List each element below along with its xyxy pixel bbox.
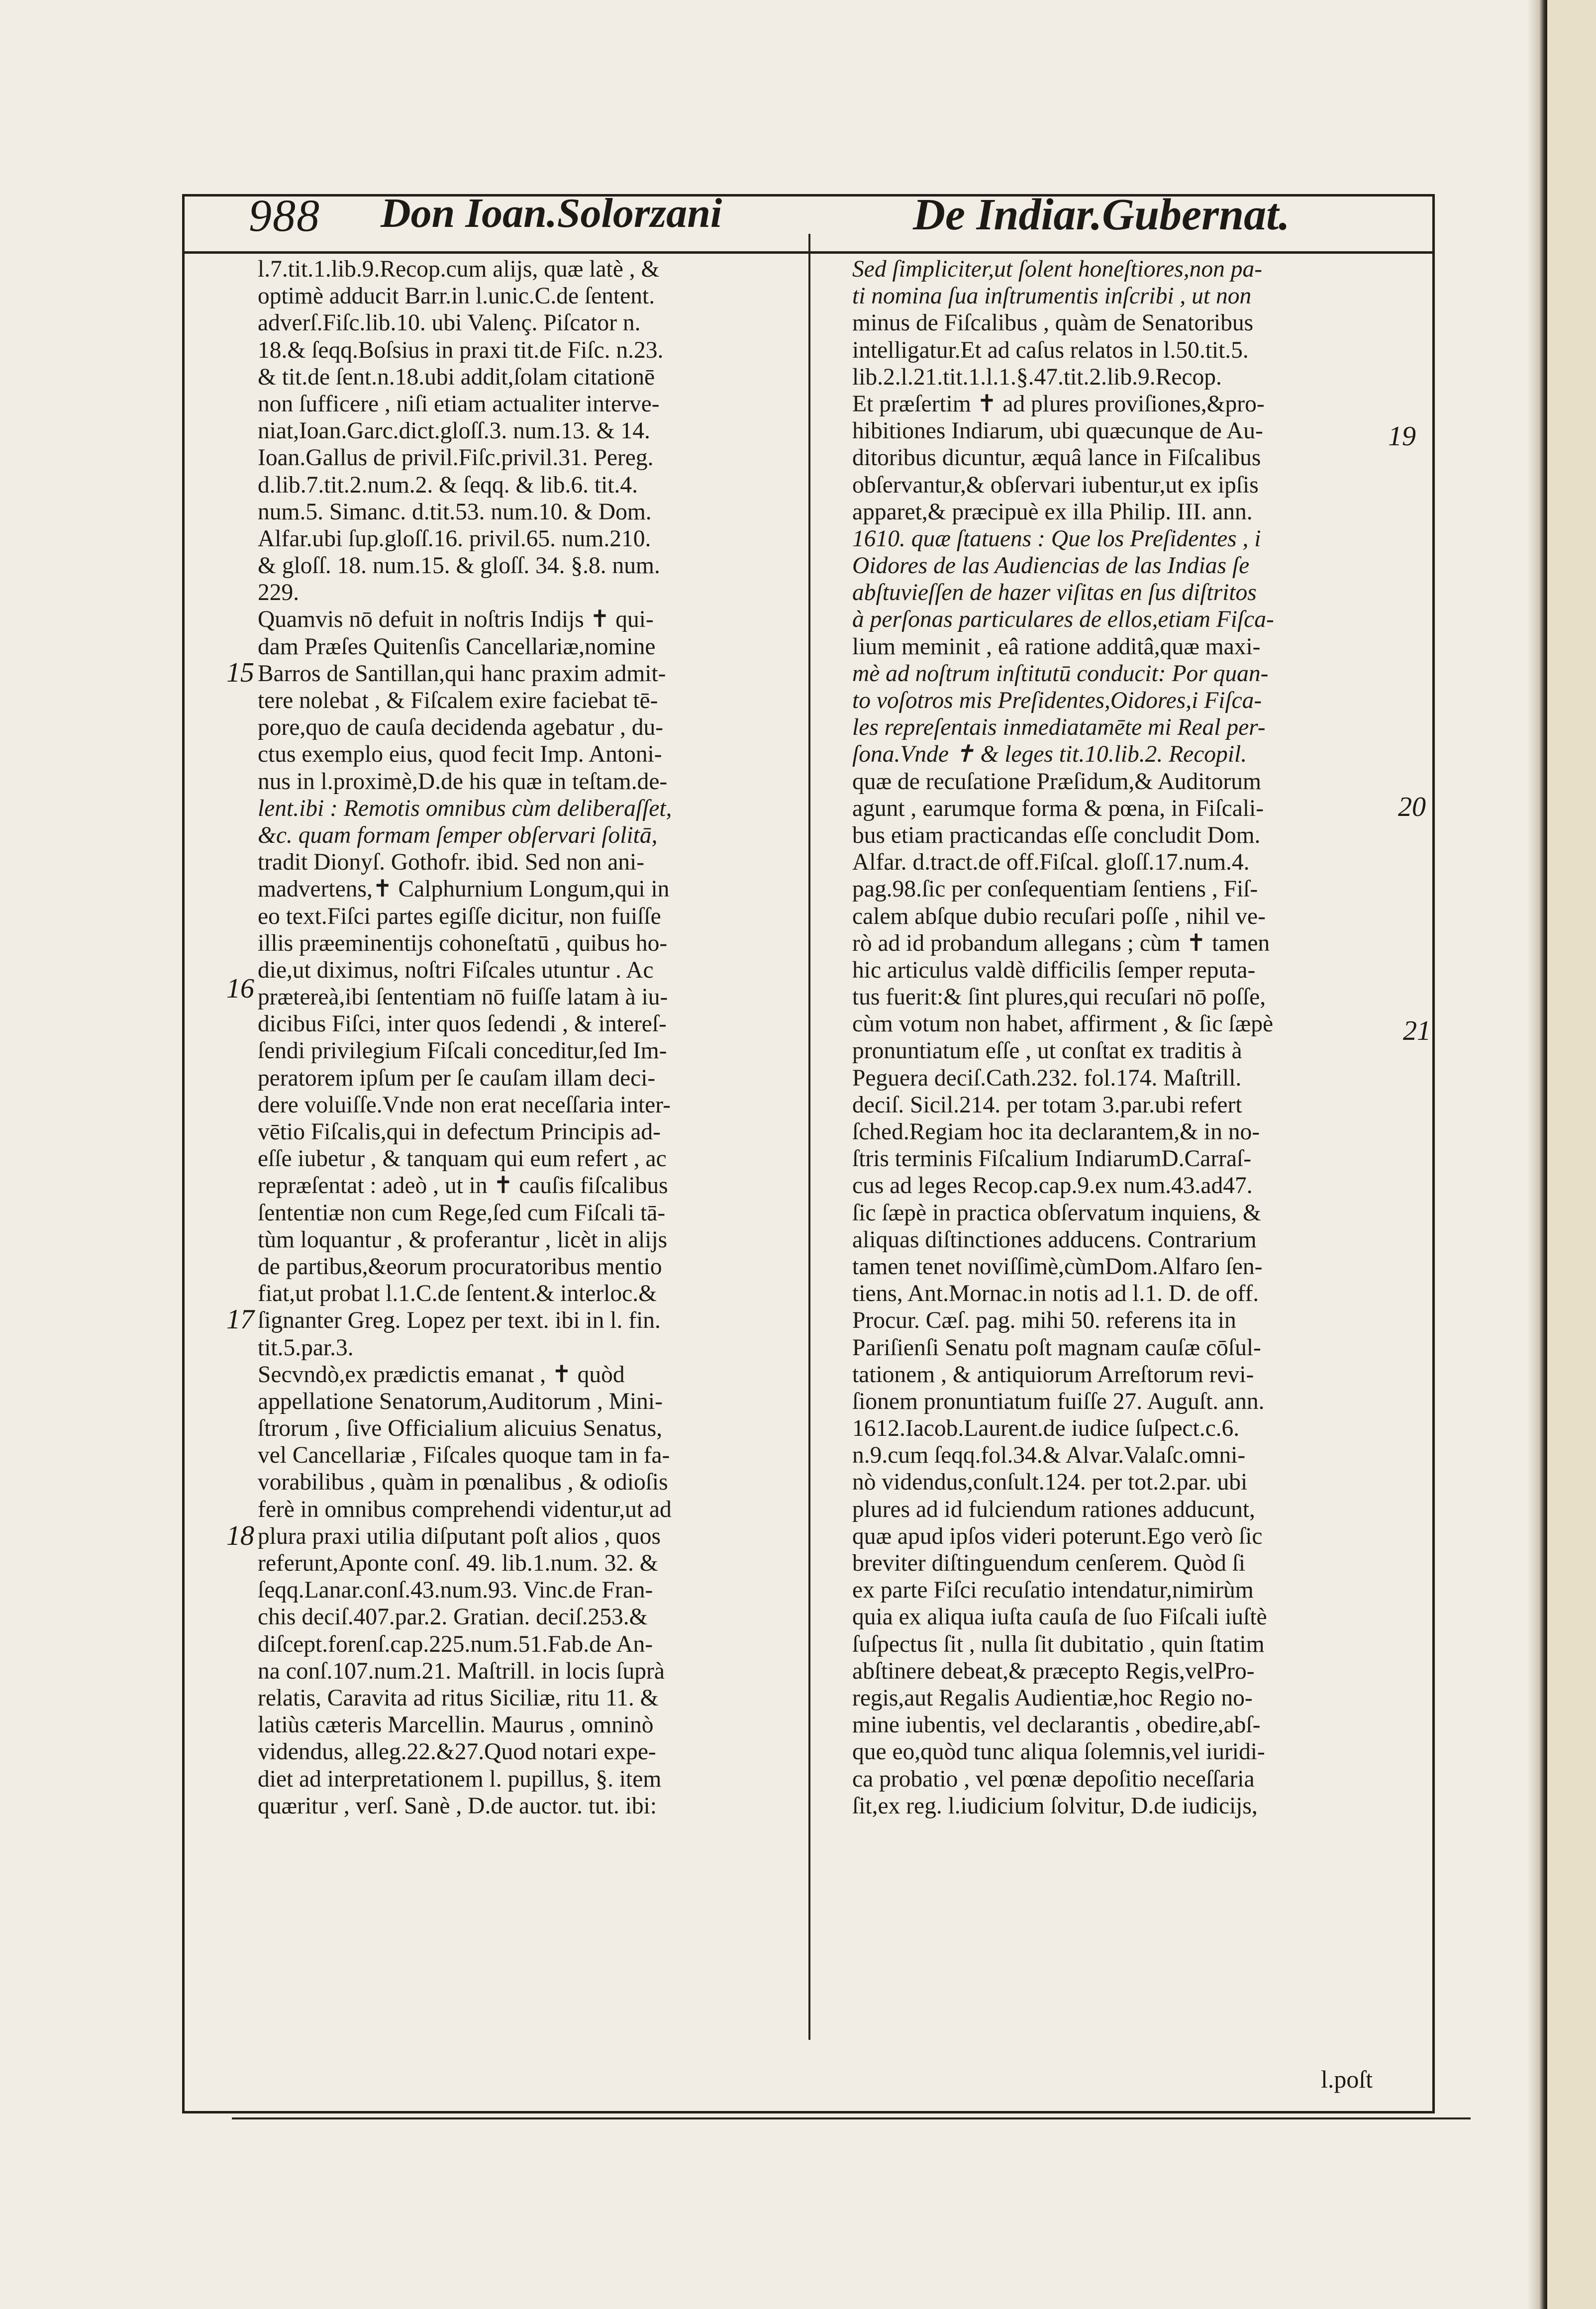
- text-line: 18.& ſeqq.Boſsius in praxi tit.de Fiſc. n.23.: [258, 337, 664, 363]
- text-line: cus ad leges Recop.cap.9.ex num.43.ad47.: [852, 1173, 1253, 1199]
- text-line: calem abſque dubio recuſari poſſe , nihil ve-: [852, 903, 1266, 929]
- text-line: d.lib.7.tit.2.num.2. & ſeqq. & lib.6. tit.4.: [258, 472, 638, 498]
- text-line: &c. quam formam ſemper obſervari ſolitā,: [258, 822, 658, 848]
- text-line: ditoribus dicuntur, æquâ lance in Fiſcalibus: [852, 445, 1261, 471]
- text-line: lib.2.l.21.tit.1.l.1.§.47.tit.2.lib.9.Recop.: [852, 364, 1222, 390]
- text-line: eo text.Fiſci partes egiſſe dicitur, non fuiſſe: [258, 903, 661, 929]
- text-line: 1610. quæ ſtatuens : Que los Preſidentes , i: [852, 525, 1261, 552]
- text-line: Alfar. d.tract.de off.Fiſcal. gloſſ.17.num.4.: [852, 849, 1250, 876]
- text-line: regis,aut Regalis Audientiæ,hoc Regio no-: [852, 1685, 1253, 1711]
- left-text-column: [258, 256, 800, 1819]
- page-number: 988: [249, 190, 320, 241]
- text-line: agunt , earumque forma & pœna, in Fiſcali-: [852, 795, 1264, 821]
- running-head-author: Don Ioan.Solorzani: [381, 190, 722, 236]
- text-line: hic articulus valdè difficilis ſemper reputa-: [852, 957, 1256, 983]
- text-line: pag.98.ſic per conſequentiam ſentiens , Fiſ-: [852, 876, 1258, 903]
- text-line: cùm votum non habet, affirment , & ſic ſæpè: [852, 1011, 1274, 1037]
- text-line: Quamvis nō defuit in noſtris Indijs ✝ qui-: [258, 606, 654, 633]
- text-line: madvertens,✝ Calphurnium Longum,qui in: [258, 876, 670, 903]
- text-line: to voſotros mis Preſidentes,Oidores,i Fiſca-: [852, 688, 1262, 713]
- text-line: ſic ſæpè in practica obſervatum inquiens, &: [852, 1200, 1261, 1226]
- text-line: referunt,Aponte conſ. 49. lib.1.num. 32. &: [258, 1550, 658, 1576]
- text-line: quæ apud ipſos videri poterunt.Ego verò ſic: [852, 1523, 1263, 1549]
- text-line: prætereà,ibi ſententiam nō fuiſſe latam à iu-: [258, 984, 668, 1010]
- text-line: diet ad interpretationem l. pupillus, §. item: [258, 1766, 662, 1792]
- text-line: deciſ. Sicil.214. per totam 3.par.ubi refert: [852, 1092, 1242, 1118]
- margin-number-21: 21: [1403, 1015, 1431, 1046]
- text-line: mine iubentis, vel declarantis , obedire,abſ-: [852, 1712, 1261, 1738]
- text-line: na conſ.107.num.21. Maſtrill. in locis ſuprà: [258, 1658, 665, 1684]
- margin-number-18: 18: [226, 1520, 254, 1551]
- text-line: tationem , & antiquiorum Arreſtorum revi-: [852, 1361, 1254, 1388]
- text-line: ſendi privilegium Fiſcali conceditur,ſed Im-: [258, 1038, 667, 1064]
- text-line: repræſentat : adeò , ut in ✝ cauſis fiſcalibus: [258, 1173, 668, 1199]
- text-line: Et præſertim ✝ ad plures proviſiones,&pro-: [852, 391, 1265, 417]
- text-line: illis præeminentijs cohoneſtatū , quibus ho-: [258, 930, 668, 956]
- text-line: ſionem pronuntiatum fuiſſe 27. Auguſt. ann.: [852, 1388, 1265, 1414]
- text-line: ſched.Regiam hoc ita declarantem,& in no-: [852, 1119, 1260, 1145]
- text-line: appellatione Senatorum,Auditorum , Mini-: [258, 1388, 663, 1414]
- text-line: videndus, alleg.22.&27.Quod notari expe-: [258, 1739, 656, 1765]
- text-line: ſeqq.Lanar.conſ.43.num.93. Vinc.de Fran-: [258, 1577, 653, 1604]
- text-line: pronuntiatum eſſe , ut conſtat ex traditis à: [852, 1038, 1242, 1064]
- text-line: relatis, Caravita ad ritus Siciliæ, ritu 11. &: [258, 1685, 659, 1711]
- text-line: quæ de recuſatione Præſidum,& Auditorum: [852, 768, 1261, 795]
- text-line: 1612.Iacob.Laurent.de iudice ſuſpect.c.6.: [852, 1415, 1240, 1442]
- text-line: les repreſentais inmediatamēte mi Real per-: [852, 714, 1266, 741]
- text-line: Oidores de las Audiencias de las Indias ſe: [852, 553, 1250, 579]
- text-line: ſona.Vnde ✝ & leges tit.10.lib.2. Recopil.: [852, 741, 1247, 768]
- text-line: Ioan.Gallus de privil.Fiſc.privil.31. Pereg.: [258, 445, 654, 471]
- text-line: Secvndò,ex prædictis emanat , ✝ quòd: [258, 1361, 625, 1388]
- text-line: eſſe iubetur , & tanquam qui eum refert , ac: [258, 1146, 667, 1172]
- text-line: minus de Fiſcalibus , quàm de Senatoribus: [852, 310, 1254, 336]
- running-head-title: De Indiar.Gubernat.: [913, 190, 1290, 239]
- margin-number-20: 20: [1398, 792, 1426, 822]
- text-line: tit.5.par.3.: [258, 1334, 354, 1361]
- text-line: ca probatio , vel pœnæ depoſitio neceſſaria: [852, 1766, 1255, 1792]
- margin-number-16: 16: [226, 973, 254, 1004]
- catchword: l.poſt: [1321, 2065, 1373, 2093]
- text-line: ſtrorum , ſive Officialium alicuius Senatus,: [258, 1415, 663, 1442]
- text-line: Sed ſimpliciter,ut ſolent honeſtiores,non pa-: [852, 256, 1263, 282]
- text-line: tamen tenet noviſſimè,cùmDom.Alfaro ſen-: [852, 1253, 1263, 1280]
- margin-number-17: 17: [226, 1304, 254, 1335]
- text-line: ſuſpectus ſit , nulla ſit dubitatio , quin ſtatim: [852, 1631, 1265, 1657]
- text-line: non ſufficere , niſi etiam actualiter interve-: [258, 391, 660, 417]
- text-line: apparet,& præcipuè ex illa Philip. III. ann.: [852, 499, 1253, 525]
- text-line: dicibus Fiſci, inter quos ſedendi , & intereſ-: [258, 1011, 667, 1037]
- text-line: à perſonas particulares de ellos,etiam Fiſca-: [852, 606, 1274, 633]
- text-line: & gloſſ. 18. num.15. & gloſſ. 34. §.8. num.: [258, 553, 660, 579]
- text-line: ex parte Fiſci recuſatio intendatur,nimirùm: [852, 1577, 1254, 1604]
- text-line: ctus exemplo eius, quod fecit Imp. Antoni-: [258, 741, 662, 768]
- text-line: adverſ.Fiſc.lib.10. ubi Valenç. Piſcator n.: [258, 310, 641, 336]
- text-line: Alfar.ubi ſup.gloſſ.16. privil.65. num.210.: [258, 525, 651, 552]
- text-line: intelligatur.Et ad caſus relatos in l.50.tit.5.: [852, 337, 1249, 363]
- text-line: diſcept.forenſ.cap.225.num.51.Fab.de An-: [258, 1631, 653, 1657]
- text-line: breviter diſtinguendum cenſerem. Quòd ſi: [852, 1550, 1246, 1576]
- text-line: bus etiam practicandas eſſe concludit Dom.: [852, 822, 1261, 848]
- text-line: que eo,quòd tunc aliqua ſolemnis,vel iuridi-: [852, 1739, 1265, 1765]
- text-line: peratorem ipſum per ſe cauſam illam deci-: [258, 1065, 656, 1091]
- text-line: abſtuvieſſen de hazer viſitas en ſus diſtritos: [852, 580, 1257, 606]
- text-line: nò videndus,conſult.124. per tot.2.par. ubi: [852, 1469, 1248, 1496]
- text-line: Peguera deciſ.Cath.232. fol.174. Maſtrill.: [852, 1065, 1242, 1091]
- text-line: die,ut diximus, noſtri Fiſcales utuntur . Ac: [258, 957, 654, 983]
- text-line: l.7.tit.1.lib.9.Recop.cum alijs, quæ latè , &: [258, 256, 660, 282]
- text-line: aliquas diſtinctiones adducens. Contrarium: [852, 1226, 1257, 1253]
- text-line: optimè adducit Barr.in l.unic.C.de ſentent.: [258, 283, 655, 309]
- text-line: tùm loquantur , & proferantur , licèt in alijs: [258, 1226, 668, 1253]
- text-line: tradit Dionyſ. Gothofr. ibid. Sed non ani-: [258, 849, 645, 876]
- text-line: Procur. Cæſ. pag. mihi 50. referens ita in: [852, 1307, 1236, 1334]
- text-line: & tit.de ſent.n.18.ubi addit,ſolam citationē: [258, 364, 655, 390]
- column-divider: [808, 234, 810, 2040]
- text-line: n.9.cum ſeqq.fol.34.& Alvar.Valaſc.omni-: [852, 1442, 1246, 1469]
- text-line: ſignanter Greg. Lopez per text. ibi in l. fin.: [258, 1307, 661, 1334]
- text-line: lium meminit , eâ ratione additâ,quæ maxi-: [852, 633, 1261, 660]
- text-line: obſervantur,& obſervari iubentur,ut ex ipſis: [852, 472, 1259, 498]
- margin-number-19: 19: [1388, 421, 1416, 452]
- bottom-rule: [232, 2117, 1471, 2119]
- text-line: ſtris terminis Fiſcalium IndiarumD.Carraſ-: [852, 1146, 1252, 1172]
- text-line: tere nolebat , & Fiſcalem exire faciebat tē-: [258, 688, 658, 713]
- text-line: vētio Fiſcalis,qui in defectum Principis ad-: [258, 1119, 661, 1145]
- text-line: pore,quo de cauſa decidenda agebatur , du-: [258, 714, 664, 741]
- text-line: fiat,ut probat l.1.C.de ſentent.& interloc.&: [258, 1281, 657, 1307]
- facing-page-edge: [1547, 0, 1596, 2309]
- text-line: dam Præſes Quitenſis Cancellariæ,nomine: [258, 633, 656, 660]
- page-gutter-shadow: [1527, 0, 1547, 2309]
- text-line: rò ad id probandum allegans ; cùm ✝ tamen: [852, 930, 1270, 956]
- right-text-column: [852, 256, 1390, 1819]
- text-line: niat,Ioan.Garc.dict.gloſſ.3. num.13. & 14.: [258, 418, 650, 444]
- text-line: latiùs cæteris Marcellin. Maurus , omninò: [258, 1712, 654, 1738]
- text-line: tus fuerit:& ſint plures,qui recuſari nō poſſe,: [852, 984, 1266, 1010]
- text-line: vorabilibus , quàm in pœnalibus , & odioſis: [258, 1469, 668, 1496]
- text-line: mè ad noſtrum inſtitutū conducit: Por quan-: [852, 660, 1269, 687]
- text-line: lent.ibi : Remotis omnibus cùm deliberaſſet,: [258, 795, 672, 821]
- text-line: ſententiæ non cum Rege,ſed cum Fiſcali tā-: [258, 1200, 666, 1226]
- text-line: nus in l.proximè,D.de his quæ in teſtam.de-: [258, 768, 668, 795]
- text-line: 229.: [258, 580, 299, 606]
- text-line: plura praxi utilia diſputant poſt alios , quos: [258, 1523, 661, 1549]
- text-line: tiens, Ant.Mornac.in notis ad l.1. D. de off.: [852, 1281, 1259, 1307]
- text-line: Barros de Santillan,qui hanc praxim admit-: [258, 660, 666, 687]
- text-line: plures ad id fulciendum rationes adducunt,: [852, 1496, 1255, 1522]
- text-line: abſtinere debeat,& præcepto Regis,velPro-: [852, 1658, 1255, 1684]
- text-line: chis deciſ.407.par.2. Gratian. deciſ.253.&: [258, 1604, 648, 1630]
- text-line: Pariſienſi Senatu poſt magnam cauſæ cōſul-: [852, 1334, 1261, 1361]
- text-line: ſit,ex reg. l.iudicium ſolvitur, D.de iudicijs,: [852, 1793, 1258, 1819]
- text-line: ferè in omnibus comprehendi videntur,ut ad: [258, 1496, 672, 1522]
- text-line: quia ex aliqua iuſta cauſa de ſuo Fiſcali iuſtè: [852, 1604, 1267, 1630]
- text-line: de partibus,&eorum procuratoribus mentio: [258, 1253, 662, 1280]
- text-line: vel Cancellariæ , Fiſcales quoque tam in fa-: [258, 1442, 670, 1469]
- text-line: hibitiones Indiarum, ubi quæcunque de Au-: [852, 418, 1263, 444]
- text-line: quæritur , verſ. Sanè , D.de auctor. tut. ibi:: [258, 1793, 657, 1819]
- margin-number-15: 15: [226, 657, 254, 688]
- text-line: num.5. Simanc. d.tit.53. num.10. & Dom.: [258, 499, 652, 525]
- text-line: dere voluiſſe.Vnde non erat neceſſaria inter-: [258, 1092, 671, 1118]
- text-line: ti nomina ſua inſtrumentis inſcribi , ut non: [852, 283, 1252, 309]
